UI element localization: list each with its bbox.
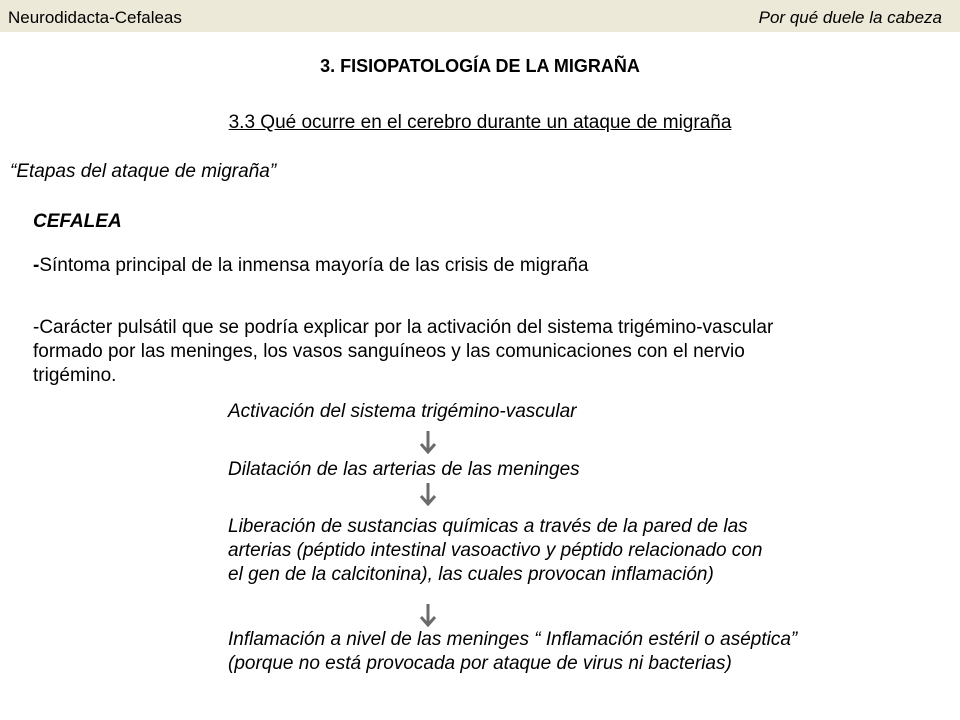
point-dash: - (33, 255, 40, 276)
flow-step-line: (porque no está provocada por ataque de virus ni bacterias) (228, 653, 732, 674)
stages-heading: “Etapas del ataque de migraña” (10, 161, 277, 182)
flow-step-inflammation (228, 628, 797, 676)
header-bar (0, 0, 960, 32)
header-right-text: Por qué duele la cabeza (758, 8, 942, 27)
subtitle-text: 3.3 Qué ocurre en el cerebro durante un ataque de migraña (228, 112, 732, 133)
header-left-text: Neurodidacta-Cefaleas (8, 8, 182, 27)
point-pulsatile-character (33, 316, 960, 388)
flow-step-line: Liberación de sustancias químicas a través de la pared de las (228, 516, 748, 537)
flow-step-line: arterias (péptido intestinal vasoactivo y péptido relacionado con (228, 540, 763, 561)
flow-step-dilation: Dilatación de las arterias de las meninges (228, 459, 580, 480)
point-line: trigémino. (33, 365, 117, 386)
down-arrow-icon (419, 430, 437, 454)
down-arrow-icon (419, 603, 437, 627)
point-text: Síntoma principal de la inmensa mayoría de las crisis de migraña (39, 255, 589, 276)
page-subtitle (0, 111, 960, 135)
flow-step-release (228, 515, 762, 587)
point-line: formado por las meninges, los vasos sanguíneos y las comunicaciones con el nervio (33, 341, 745, 362)
flow-step-line: el gen de la calcitonina), las cuales provocan inflamación) (228, 564, 714, 585)
down-arrow-icon (419, 482, 437, 506)
page-title: 3. FISIOPATOLOGÍA DE LA MIGRAÑA (320, 56, 640, 76)
flow-step-activation: Activación del sistema trigémino-vascular (228, 401, 577, 422)
flow-step-line: Inflamación a nivel de las meninges “ Inflamación estéril o aséptica” (228, 629, 798, 650)
point-line: -Carácter pulsátil que se podría explicar por la activación del sistema trigémino-vascular (33, 317, 774, 338)
point-principal-symptom (33, 254, 588, 278)
section-label: CEFALEA (33, 211, 122, 232)
